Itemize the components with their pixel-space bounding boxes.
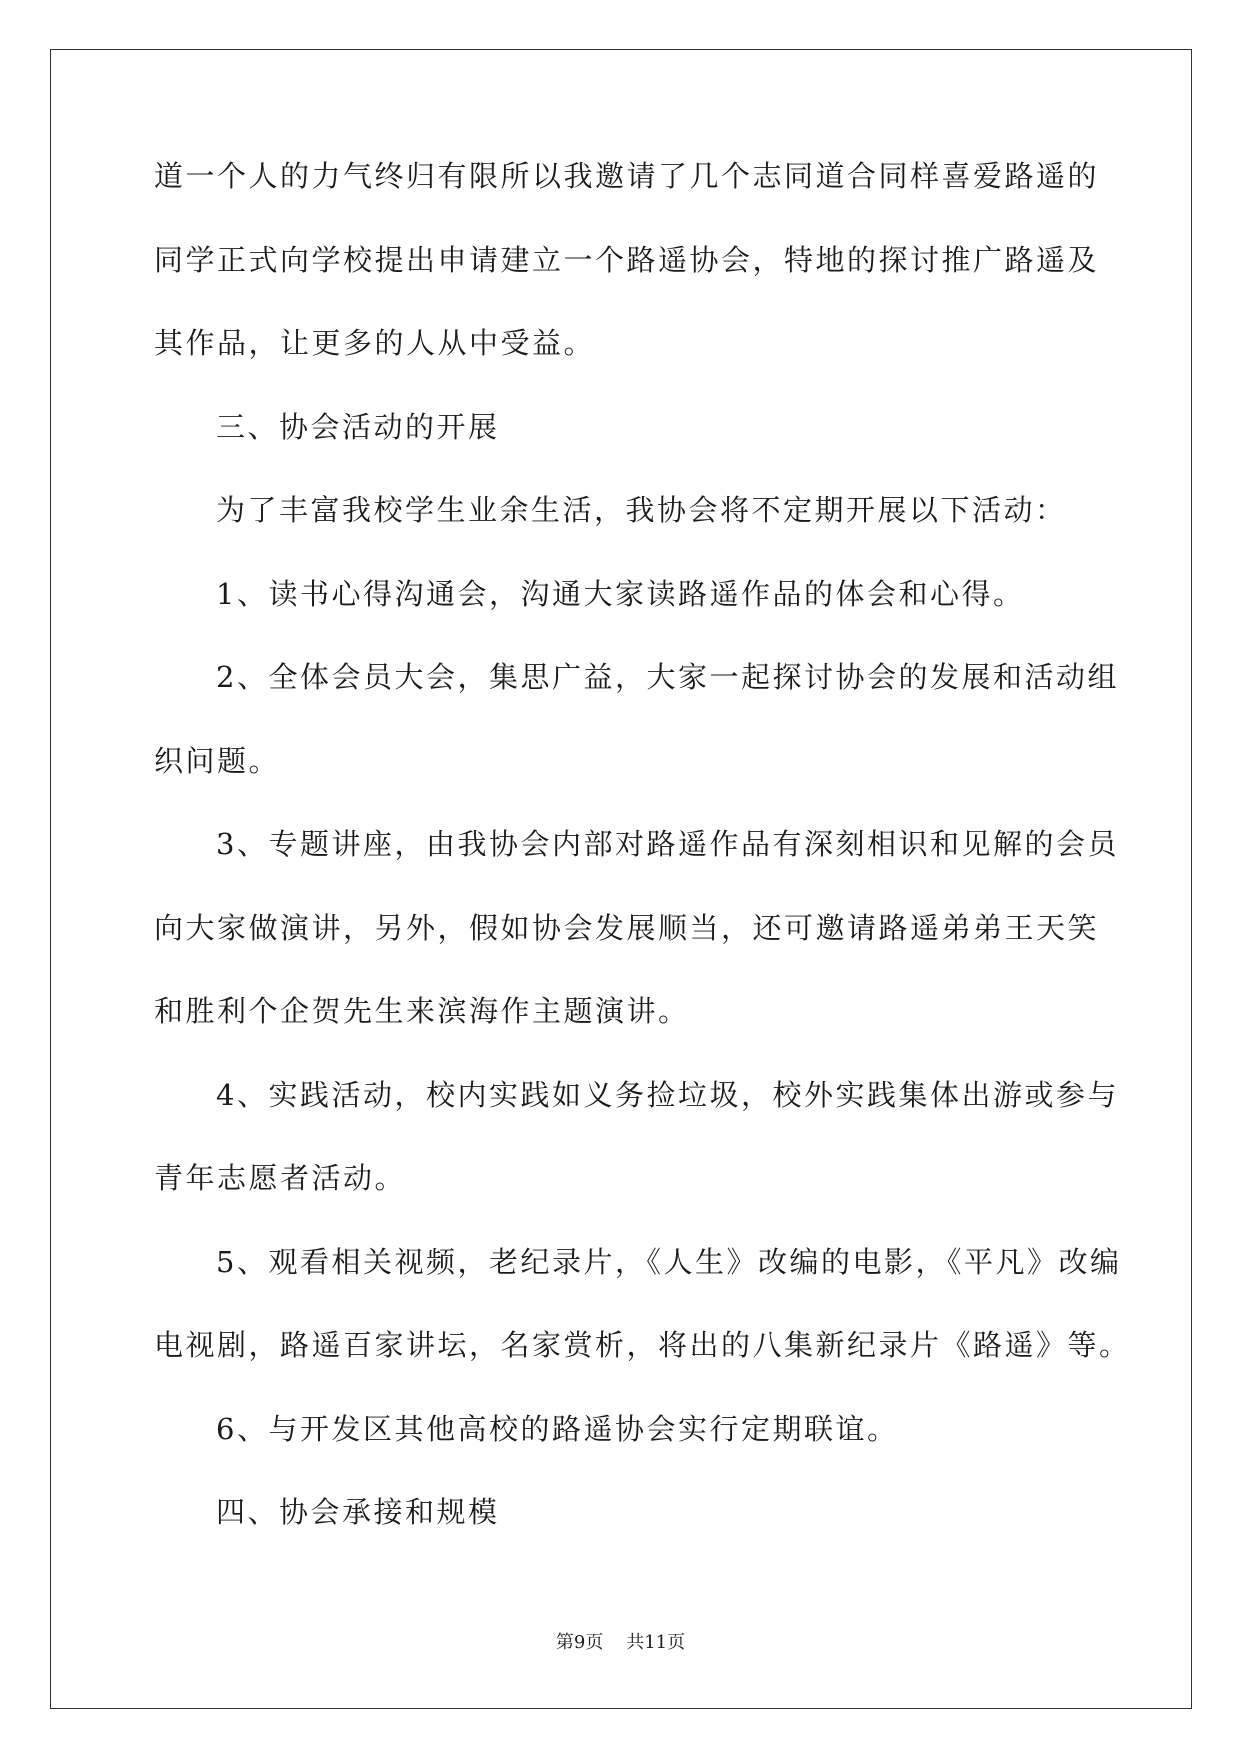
page-total: 共11页	[626, 1632, 686, 1653]
list-item-3-cont-1: 向大家做演讲，另外，假如协会发展顺当，还可邀请路遥弟弟王天笑	[154, 910, 1100, 945]
list-item-4-cont: 青年志愿者活动。	[154, 1161, 407, 1195]
text-line-3: 其作品，让更多的人从中受益。	[154, 326, 596, 360]
text-line-5: 为了丰富我校学生业余生活，我协会将不定期开展以下活动：	[216, 493, 1067, 527]
list-item-1: 1、读书心得沟通会，沟通大家读路遥作品的体会和心得。	[216, 576, 1025, 611]
list-item-2-cont: 织问题。	[154, 743, 281, 778]
section-heading-3: 三、协会活动的开展	[216, 409, 500, 444]
list-item-2: 2、全体会员大会，集思广益，大家一起探讨协会的发展和活动组	[216, 660, 1119, 694]
document-body	[154, 159, 1131, 1582]
page-number: 第9页	[555, 1632, 604, 1653]
list-item-3: 3、专题讲座，由我协会内部对路遥作品有深刻相识和见解的会员	[216, 827, 1119, 861]
text-line-1: 道一个人的力气终归有限所以我邀请了几个志同道合同样喜爱路遥的	[154, 159, 1100, 193]
section-heading-4: 四、协会承接和规模	[216, 1495, 500, 1529]
text-line-2: 同学正式向学校提出申请建立一个路遥协会，特地的探讨推广路遥及	[154, 242, 1100, 277]
list-item-6: 6、与开发区其他高校的路遥协会实行定期联谊。	[216, 1411, 899, 1446]
list-item-4: 4、实践活动，校内实践如义务捡垃圾，校外实践集体出游或参与	[216, 1077, 1119, 1112]
list-item-5: 5、观看相关视频，老纪录片，《人生》改编的电影，《平凡》改编	[216, 1244, 1122, 1279]
page-footer	[0, 1633, 1241, 1653]
list-item-3-cont-2: 和胜利个企贺先生来滨海作主题演讲。	[154, 994, 690, 1028]
list-item-5-cont: 电视剧，路遥百家讲坛，名家赏析，将出的八集新纪录片《路遥》等。	[154, 1328, 1131, 1362]
